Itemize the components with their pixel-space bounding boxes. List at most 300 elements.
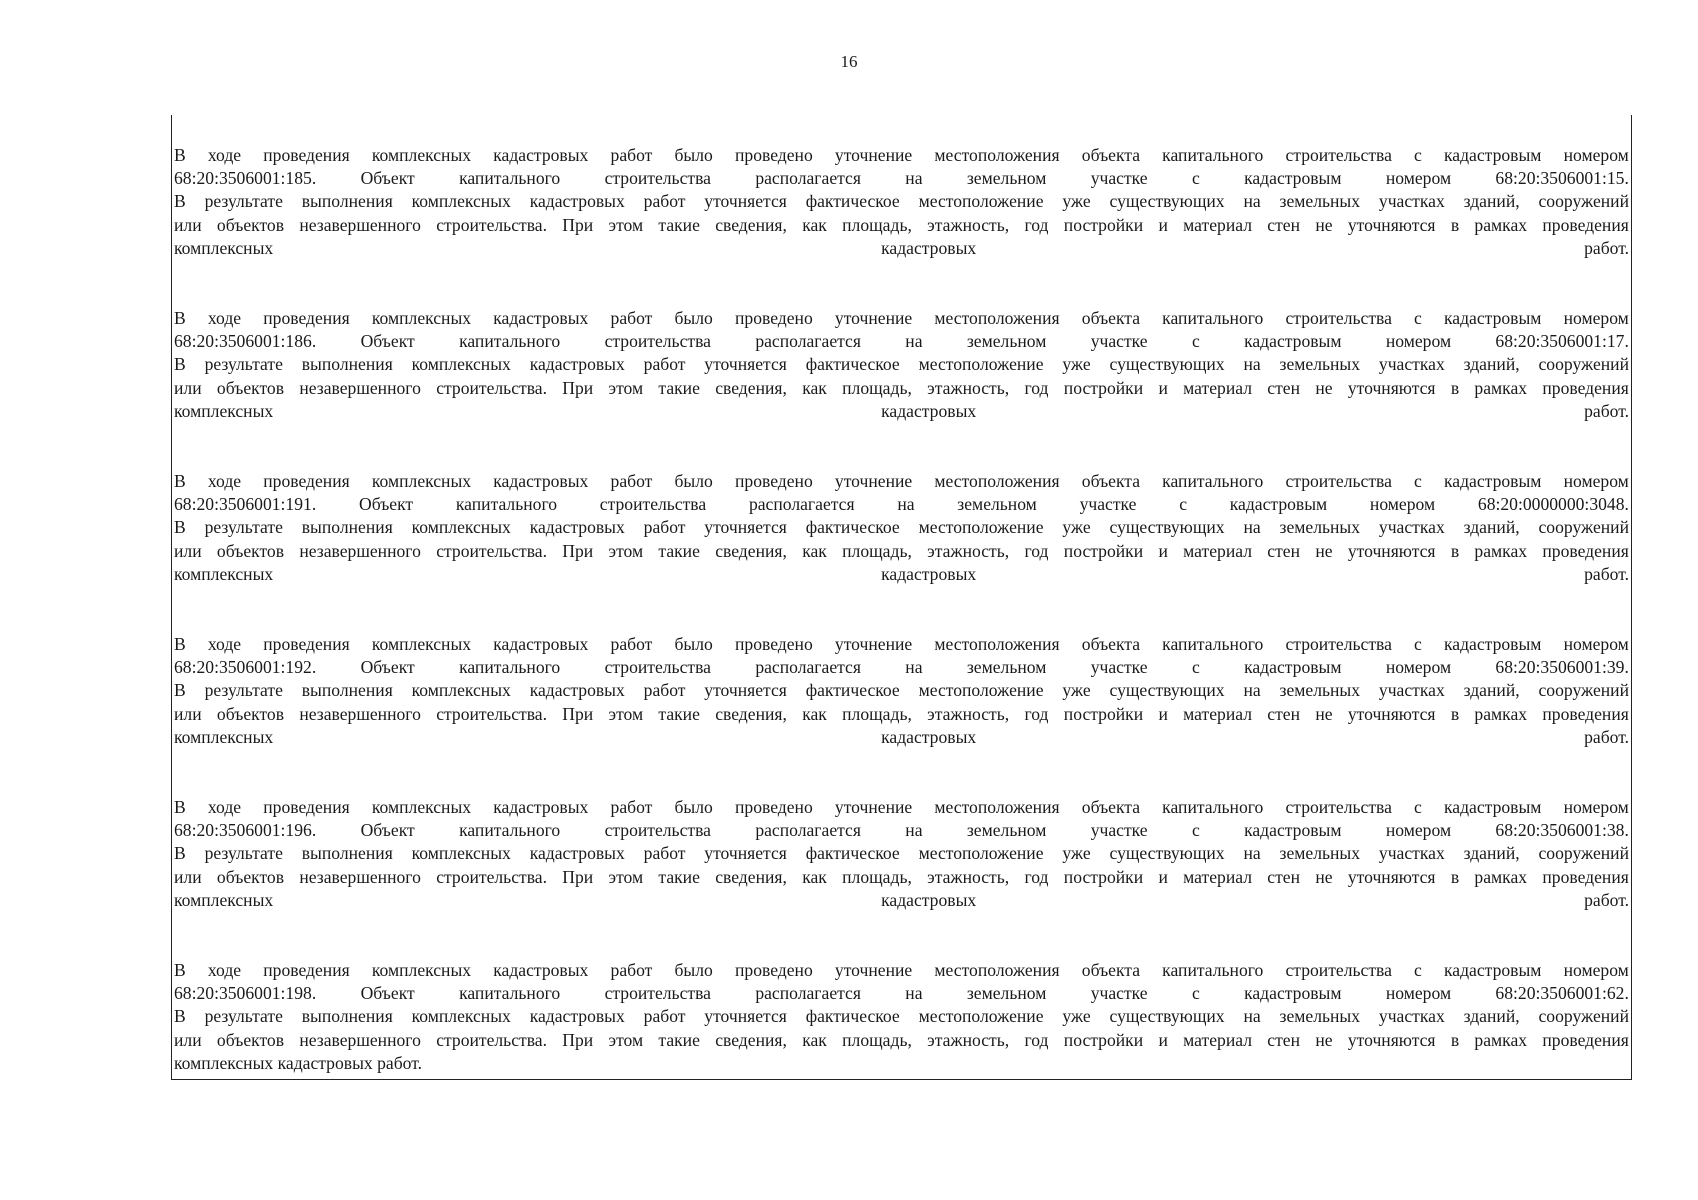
word: уточнение bbox=[834, 797, 913, 817]
word: 68:20:3506001:196. bbox=[174, 820, 317, 841]
word: проведения bbox=[263, 960, 350, 980]
word: в bbox=[1450, 703, 1460, 724]
word: комплексных bbox=[411, 843, 511, 864]
word: проведения bbox=[263, 471, 350, 491]
word: было bbox=[674, 308, 713, 328]
word: уже bbox=[1062, 354, 1091, 375]
word: результате bbox=[204, 680, 283, 701]
word: материал bbox=[1183, 377, 1252, 398]
paragraph-2 bbox=[174, 307, 1629, 423]
word: уточняются bbox=[1347, 703, 1436, 724]
word: кадастровых bbox=[881, 563, 977, 584]
word: проведено bbox=[735, 471, 813, 491]
word: строительства bbox=[604, 657, 711, 678]
word: местоположения bbox=[934, 797, 1060, 817]
word: сооружений bbox=[1538, 1006, 1629, 1027]
word: площадь, bbox=[842, 703, 912, 724]
word: и bbox=[1158, 377, 1168, 398]
word: строительства. bbox=[436, 540, 547, 561]
word: площадь, bbox=[842, 540, 912, 561]
word: или bbox=[174, 540, 202, 561]
word: проведения bbox=[1542, 214, 1629, 235]
paragraph-line bbox=[174, 330, 1629, 353]
word: стен bbox=[1267, 703, 1301, 724]
word: кадастровых bbox=[493, 960, 589, 980]
word: стен bbox=[1267, 1029, 1301, 1050]
word: такие bbox=[658, 540, 700, 561]
word: строительства bbox=[604, 168, 711, 189]
word: участках bbox=[1378, 1006, 1445, 1027]
word: строительства. bbox=[436, 1029, 547, 1050]
word: или bbox=[174, 703, 202, 724]
word: кадастровых bbox=[881, 726, 977, 747]
word: выполнения bbox=[301, 354, 393, 375]
word: располагается bbox=[755, 983, 861, 1004]
paragraph-line bbox=[174, 656, 1629, 679]
word: существующих bbox=[1109, 354, 1225, 375]
word: материал bbox=[1183, 866, 1252, 887]
word: В bbox=[174, 308, 186, 328]
word: сведения, bbox=[715, 1029, 787, 1050]
word: материал bbox=[1183, 540, 1252, 561]
word: капитального bbox=[1162, 797, 1264, 817]
word: уточняются bbox=[1347, 377, 1436, 398]
word: кадастровым bbox=[1444, 471, 1542, 491]
word: ходе bbox=[207, 797, 242, 817]
word: постройки bbox=[1063, 866, 1144, 887]
word: местоположение bbox=[918, 517, 1044, 538]
word: земельном bbox=[966, 820, 1047, 841]
word: комплексных bbox=[411, 354, 511, 375]
word: было bbox=[674, 797, 713, 817]
word: объектов bbox=[216, 1029, 285, 1050]
word: этажность, bbox=[927, 540, 1010, 561]
word: участках bbox=[1378, 517, 1445, 538]
word: выполнения bbox=[301, 843, 393, 864]
page-number: 16 bbox=[840, 52, 858, 71]
word: земельных bbox=[1279, 843, 1361, 864]
word: с bbox=[1179, 494, 1187, 515]
word: работ bbox=[610, 471, 653, 491]
word: земельном bbox=[966, 983, 1047, 1004]
word: уточняется bbox=[704, 680, 787, 701]
word: номером bbox=[1385, 820, 1452, 841]
word: номером bbox=[1369, 494, 1436, 515]
paragraph-line bbox=[174, 167, 1629, 190]
word: сведения, bbox=[715, 377, 787, 398]
word: комплексных bbox=[371, 797, 472, 817]
paragraph-line bbox=[174, 982, 1629, 1005]
word: местоположения bbox=[934, 960, 1060, 980]
word: рамках bbox=[1474, 866, 1528, 887]
word: постройки bbox=[1063, 703, 1144, 724]
word: уточняются bbox=[1347, 540, 1436, 561]
paragraph-line bbox=[174, 1005, 1629, 1028]
word: Объект bbox=[360, 657, 415, 678]
word: год bbox=[1024, 377, 1049, 398]
word: площадь, bbox=[842, 377, 912, 398]
word: местоположение bbox=[918, 1006, 1044, 1027]
word: номером bbox=[1385, 168, 1452, 189]
word: кадастровых bbox=[529, 354, 625, 375]
paragraph-line bbox=[174, 493, 1629, 516]
word: работ. bbox=[1584, 889, 1629, 910]
word: и bbox=[1158, 540, 1168, 561]
word: сведения, bbox=[715, 540, 787, 561]
paragraph-line bbox=[174, 400, 1629, 423]
word: проведения bbox=[263, 145, 350, 165]
word: участках bbox=[1378, 354, 1445, 375]
word: кадастровым bbox=[1444, 960, 1542, 980]
word: ходе bbox=[207, 634, 242, 654]
word: капитального bbox=[459, 820, 561, 841]
word: При bbox=[562, 540, 594, 561]
word: строительства bbox=[1285, 471, 1392, 491]
word: стен bbox=[1267, 866, 1301, 887]
word: год bbox=[1024, 866, 1049, 887]
word: этажность, bbox=[927, 214, 1010, 235]
word: местоположения bbox=[934, 471, 1060, 491]
word: уточняются bbox=[1347, 866, 1436, 887]
paragraph-line bbox=[174, 470, 1629, 493]
word: зданий, bbox=[1463, 1006, 1520, 1027]
word: было bbox=[674, 471, 713, 491]
paragraph-line bbox=[174, 1029, 1629, 1052]
word: кадастровых bbox=[529, 680, 625, 701]
word: не bbox=[1315, 1029, 1333, 1050]
word: стен bbox=[1267, 540, 1301, 561]
word: При bbox=[562, 214, 594, 235]
word: уточняются bbox=[1347, 214, 1436, 235]
word: этом bbox=[608, 866, 644, 887]
paragraph-line bbox=[174, 307, 1629, 330]
word: зданий, bbox=[1463, 680, 1520, 701]
word: уже bbox=[1062, 680, 1091, 701]
word: капитального bbox=[1162, 308, 1264, 328]
word: кадастровых bbox=[493, 634, 589, 654]
word: номером bbox=[1563, 145, 1629, 165]
word: строительства bbox=[1285, 634, 1392, 654]
word: работ bbox=[643, 517, 686, 538]
word: зданий, bbox=[1463, 191, 1520, 212]
word: как bbox=[802, 540, 827, 561]
word: кадастровым bbox=[1444, 634, 1542, 654]
word: не bbox=[1315, 540, 1333, 561]
word: комплексных bbox=[174, 889, 274, 910]
word: сооружений bbox=[1538, 843, 1629, 864]
word: кадастровым bbox=[1244, 983, 1342, 1004]
word: строительства bbox=[604, 331, 711, 352]
word: уточнение bbox=[834, 960, 913, 980]
word: участках bbox=[1378, 843, 1445, 864]
word: и bbox=[1158, 866, 1168, 887]
word: объектов bbox=[216, 866, 285, 887]
word: в bbox=[1450, 214, 1460, 235]
word: проведено bbox=[735, 308, 813, 328]
word: фактическое bbox=[805, 191, 900, 212]
word: номером bbox=[1563, 634, 1629, 654]
word: было bbox=[674, 634, 713, 654]
word: с bbox=[1414, 145, 1422, 165]
word: сооружений bbox=[1538, 191, 1629, 212]
word: уже bbox=[1062, 843, 1091, 864]
word: комплексных bbox=[371, 634, 472, 654]
word: строительства. bbox=[436, 866, 547, 887]
word: уточнение bbox=[834, 471, 913, 491]
word: ходе bbox=[207, 308, 242, 328]
word: с bbox=[1414, 308, 1422, 328]
word: располагается bbox=[755, 331, 861, 352]
word: проведения bbox=[1542, 540, 1629, 561]
word: уже bbox=[1062, 1006, 1091, 1027]
word: материал bbox=[1183, 703, 1252, 724]
word: уточнение bbox=[834, 308, 913, 328]
word: комплексных bbox=[411, 517, 511, 538]
word: строительства bbox=[604, 820, 711, 841]
word: год bbox=[1024, 214, 1049, 235]
word: этажность, bbox=[927, 703, 1010, 724]
word: и bbox=[1158, 1029, 1168, 1050]
word: В bbox=[174, 843, 186, 864]
word: с bbox=[1414, 797, 1422, 817]
word: комплексных bbox=[174, 563, 274, 584]
word: незавершенного bbox=[299, 703, 421, 724]
word: капитального bbox=[1162, 471, 1264, 491]
word: на bbox=[1243, 680, 1261, 701]
word: В bbox=[174, 354, 186, 375]
word: земельных bbox=[1279, 680, 1361, 701]
word: В bbox=[174, 680, 186, 701]
word: объекта bbox=[1081, 145, 1141, 165]
word: земельном bbox=[966, 168, 1047, 189]
word: выполнения bbox=[301, 680, 393, 701]
word: земельном bbox=[966, 657, 1047, 678]
document-table-cell bbox=[171, 115, 1632, 1080]
word: с bbox=[1191, 168, 1200, 189]
word: уточняется bbox=[704, 843, 787, 864]
word: В bbox=[174, 191, 186, 212]
word: кадастровым bbox=[1444, 145, 1542, 165]
word: При bbox=[562, 703, 594, 724]
word: комплексных bbox=[371, 145, 472, 165]
word: этом bbox=[608, 214, 644, 235]
word: кадастровым bbox=[1444, 308, 1542, 328]
word: кадастровых bbox=[493, 797, 589, 817]
word: 68:20:3506001:17. bbox=[1495, 331, 1629, 352]
word: кадастровым bbox=[1244, 331, 1342, 352]
word: на bbox=[905, 820, 923, 841]
word: участках bbox=[1378, 680, 1445, 701]
paragraph-line bbox=[174, 563, 1629, 586]
word: на bbox=[1243, 843, 1261, 864]
word: уточняются bbox=[1347, 1029, 1436, 1050]
paragraph-line bbox=[174, 633, 1629, 656]
word: кадастровых bbox=[529, 191, 625, 212]
word: кадастровых bbox=[881, 237, 977, 258]
word: строительства. bbox=[436, 703, 547, 724]
word: строительства bbox=[599, 494, 707, 515]
word: проведено bbox=[735, 634, 813, 654]
word: или bbox=[174, 1029, 202, 1050]
word: сведения, bbox=[715, 703, 787, 724]
word: объектов bbox=[216, 214, 285, 235]
word: как bbox=[802, 377, 827, 398]
word: не bbox=[1315, 866, 1333, 887]
paragraph-6 bbox=[174, 959, 1629, 1075]
word: объектов bbox=[216, 703, 285, 724]
word: проведено bbox=[735, 797, 813, 817]
paragraph-line bbox=[174, 959, 1629, 982]
paragraph-line bbox=[174, 144, 1629, 167]
word: с bbox=[1414, 960, 1422, 980]
word: результате bbox=[204, 517, 283, 538]
word: уже bbox=[1062, 517, 1091, 538]
word: комплексных bbox=[411, 191, 511, 212]
paragraph-line bbox=[174, 540, 1629, 563]
word: с bbox=[1191, 657, 1200, 678]
word: земельных bbox=[1279, 517, 1361, 538]
word: постройки bbox=[1063, 214, 1144, 235]
word: Объект bbox=[360, 168, 415, 189]
paragraph-line bbox=[174, 726, 1629, 749]
word: работ bbox=[610, 960, 653, 980]
word: кадастровых bbox=[529, 1006, 625, 1027]
word: на bbox=[905, 168, 923, 189]
word: В bbox=[174, 797, 186, 817]
word: сведения, bbox=[715, 866, 787, 887]
word: этажность, bbox=[927, 1029, 1010, 1050]
word: с bbox=[1414, 634, 1422, 654]
word: фактическое bbox=[805, 517, 900, 538]
word: в bbox=[1450, 866, 1460, 887]
word: участке bbox=[1090, 657, 1148, 678]
word: зданий, bbox=[1463, 354, 1520, 375]
word: сооружений bbox=[1538, 354, 1629, 375]
word: этажность, bbox=[927, 866, 1010, 887]
word: строительства bbox=[604, 983, 711, 1004]
word: на bbox=[1243, 191, 1261, 212]
word: ходе bbox=[207, 145, 242, 165]
word: кадастровых bbox=[881, 889, 977, 910]
word: 68:20:3506001:191. bbox=[174, 494, 317, 515]
word: капитального bbox=[459, 657, 561, 678]
word: рамках bbox=[1474, 377, 1528, 398]
word: проведения bbox=[1542, 377, 1629, 398]
paragraph-line bbox=[174, 889, 1629, 912]
word: Объект bbox=[358, 494, 414, 515]
word: располагается bbox=[755, 657, 861, 678]
paragraph-line bbox=[174, 237, 1629, 260]
word: номером bbox=[1385, 331, 1452, 352]
word: в bbox=[1450, 377, 1460, 398]
word: Объект bbox=[360, 331, 415, 352]
word: номером bbox=[1563, 471, 1629, 491]
word: на bbox=[1243, 354, 1261, 375]
word: этажность, bbox=[927, 377, 1010, 398]
word: с bbox=[1191, 820, 1200, 841]
word: комплексных bbox=[371, 960, 472, 980]
word: При bbox=[562, 866, 594, 887]
paragraph-line bbox=[174, 377, 1629, 400]
word: 68:20:3506001:15. bbox=[1495, 168, 1629, 189]
word: стен bbox=[1267, 214, 1301, 235]
word: результате bbox=[204, 191, 283, 212]
word: В bbox=[174, 517, 186, 538]
word: 68:20:3506001:186. bbox=[174, 331, 317, 352]
paragraph-last-line: комплексных кадастровых работ. bbox=[174, 1052, 422, 1073]
word: результате bbox=[204, 843, 283, 864]
paragraph-line bbox=[174, 679, 1629, 702]
word: материал bbox=[1183, 1029, 1252, 1050]
word: местоположения bbox=[934, 145, 1060, 165]
word: и bbox=[1158, 703, 1168, 724]
word: такие bbox=[658, 214, 700, 235]
word: номером bbox=[1385, 983, 1452, 1004]
word: участке bbox=[1079, 494, 1137, 515]
word: рамках bbox=[1474, 214, 1528, 235]
word: существующих bbox=[1109, 680, 1225, 701]
word: уточняется bbox=[704, 517, 787, 538]
word: ходе bbox=[207, 471, 242, 491]
word: незавершенного bbox=[299, 540, 421, 561]
word: кадастровых bbox=[493, 471, 589, 491]
word: объекта bbox=[1081, 471, 1141, 491]
word: капитального bbox=[1162, 634, 1264, 654]
word: объекта bbox=[1081, 308, 1141, 328]
word: комплексных bbox=[371, 471, 472, 491]
paragraph-line bbox=[174, 353, 1629, 376]
word: строительства bbox=[1285, 960, 1392, 980]
word: существующих bbox=[1109, 191, 1225, 212]
word: кадастровых bbox=[529, 843, 625, 864]
word: кадастровых bbox=[529, 517, 625, 538]
word: комплексных bbox=[174, 237, 274, 258]
word: проведения bbox=[263, 308, 350, 328]
word: год bbox=[1024, 1029, 1049, 1050]
word: капитального bbox=[459, 168, 561, 189]
word: фактическое bbox=[805, 1006, 900, 1027]
word: с bbox=[1414, 471, 1422, 491]
word: существующих bbox=[1109, 517, 1225, 538]
word: участке bbox=[1090, 820, 1148, 841]
word: или bbox=[174, 377, 202, 398]
word: капитального bbox=[459, 331, 561, 352]
word: этом bbox=[608, 703, 644, 724]
word: существующих bbox=[1109, 843, 1225, 864]
word: В bbox=[174, 145, 186, 165]
word: объектов bbox=[216, 377, 285, 398]
paragraph-1 bbox=[174, 144, 1629, 260]
word: рамках bbox=[1474, 540, 1528, 561]
word: как bbox=[802, 866, 827, 887]
word: работ bbox=[610, 634, 653, 654]
word: проведения bbox=[1542, 703, 1629, 724]
word: стен bbox=[1267, 377, 1301, 398]
word: земельном bbox=[966, 331, 1047, 352]
word: фактическое bbox=[805, 843, 900, 864]
word: капитального bbox=[459, 983, 561, 1004]
word: работ bbox=[643, 354, 686, 375]
word: работ bbox=[643, 843, 686, 864]
word: сооружений bbox=[1538, 680, 1629, 701]
word: этом bbox=[608, 377, 644, 398]
word: строительства. bbox=[436, 214, 547, 235]
word: 68:20:3506001:192. bbox=[174, 657, 317, 678]
word: работ. bbox=[1584, 237, 1629, 258]
word: результате bbox=[204, 354, 283, 375]
word: комплексных bbox=[411, 1006, 511, 1027]
word: на bbox=[1243, 517, 1261, 538]
